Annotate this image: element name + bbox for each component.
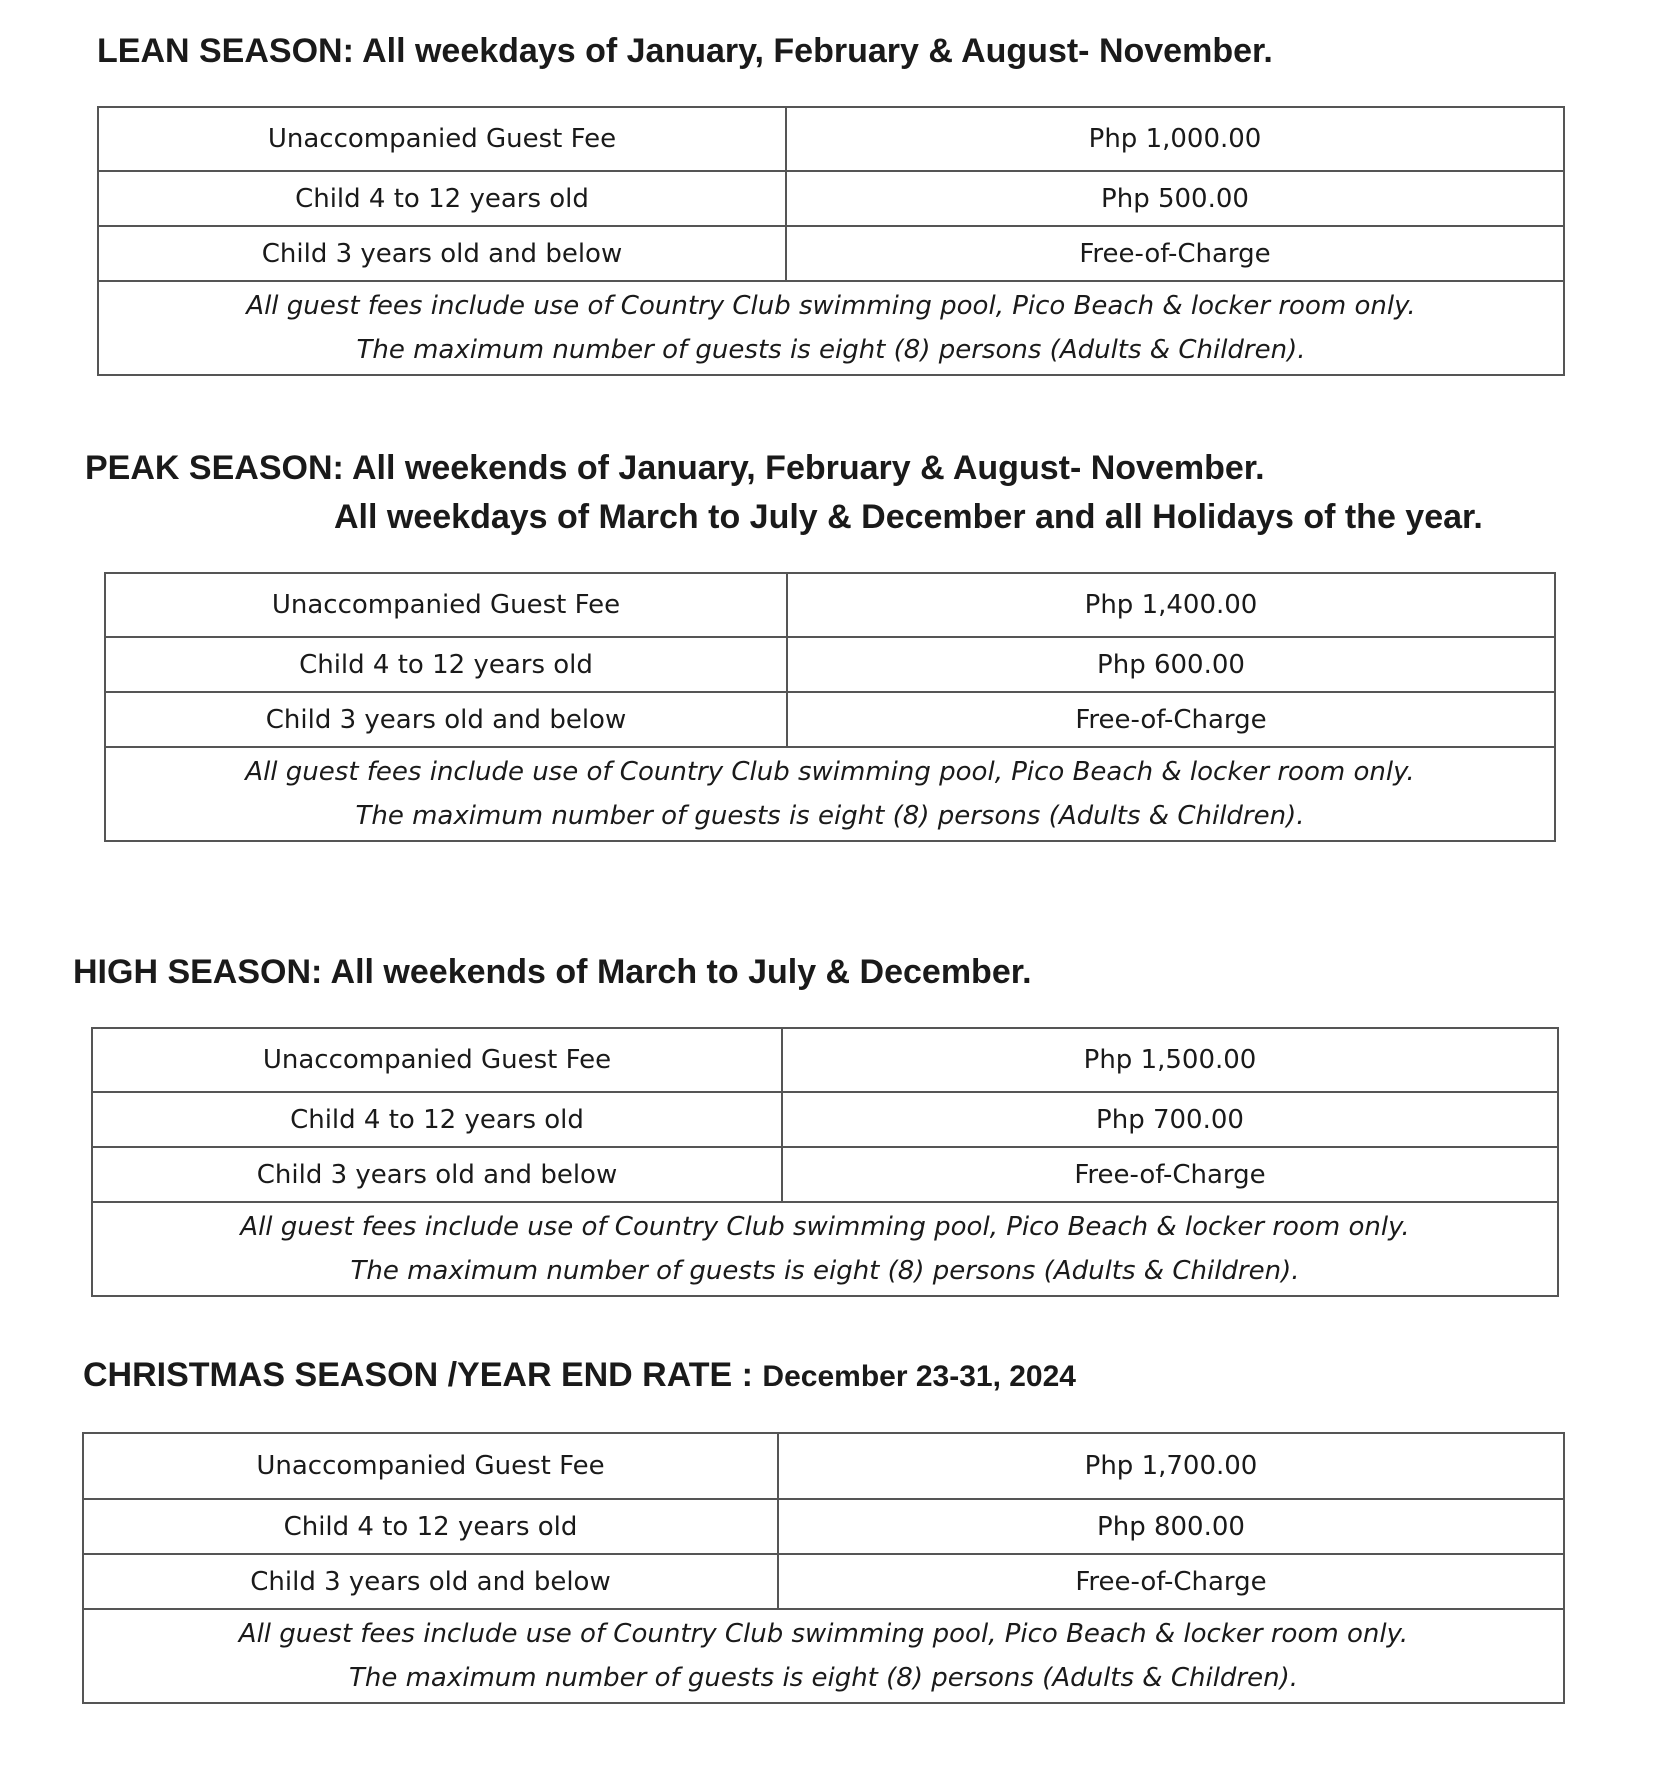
christmas-season-fee-table [82,1432,1565,1704]
table-row [105,637,1555,692]
fee-value: Free-of-Charge [787,692,1555,747]
table-row [83,1433,1564,1499]
fee-value: Php 1,700.00 [778,1433,1564,1499]
fee-value: Php 1,400.00 [787,573,1555,637]
note-line-2: The maximum number of guests is eight (8) persons (Adults & Children). [350,1256,1300,1286]
note-line-2: The maximum number of guests is eight (8) persons (Adults & Children). [348,1663,1299,1693]
lean-season-heading: LEAN SEASON: All weekdays of January, February & August- November. [97,32,1273,70]
note-line-2: The maximum number of guests is eight (8) persons (Adults & Children). [355,801,1305,831]
fee-value: Php 500.00 [786,171,1564,226]
table-row [105,747,1555,841]
peak-season-fee-table [104,572,1556,842]
note-line-1: All guest fees include use of Country Club swimming pool, Pico Beach & locker room only. [246,291,1416,321]
high-season-heading: HIGH SEASON: All weekends of March to July & December. [73,953,1032,991]
fee-value: Php 1,500.00 [782,1028,1558,1092]
fee-label: Child 4 to 12 years old [83,1499,778,1554]
fee-label: Unaccompanied Guest Fee [92,1028,782,1092]
table-row [98,281,1564,375]
fee-note [98,281,1564,375]
christmas-season-dates: December 23-31, 2024 [762,1360,1076,1393]
table-row [92,1092,1558,1147]
table-row [92,1202,1558,1296]
fee-value: Free-of-Charge [782,1147,1558,1202]
peak-season-heading: PEAK SEASON: All weekends of January, February & August- November. [85,449,1265,487]
fee-value: Php 600.00 [787,637,1555,692]
fee-label: Child 4 to 12 years old [92,1092,782,1147]
fee-value: Free-of-Charge [778,1554,1564,1609]
fee-label: Child 3 years old and below [98,226,786,281]
fee-label: Unaccompanied Guest Fee [105,573,787,637]
note-line-2: The maximum number of guests is eight (8) persons (Adults & Children). [356,335,1306,365]
fee-label: Child 3 years old and below [92,1147,782,1202]
fee-value: Php 700.00 [782,1092,1558,1147]
fee-value: Php 1,000.00 [786,107,1564,171]
high-season-fee-table [91,1027,1559,1297]
fee-note [92,1202,1558,1296]
table-row [105,573,1555,637]
table-row [98,226,1564,281]
note-line-1: All guest fees include use of Country Club swimming pool, Pico Beach & locker room only. [245,757,1415,787]
fee-label: Unaccompanied Guest Fee [98,107,786,171]
table-row [83,1499,1564,1554]
fee-label: Unaccompanied Guest Fee [83,1433,778,1499]
fee-note [83,1609,1564,1703]
christmas-season-title: CHRISTMAS SEASON /YEAR END RATE : [83,1356,763,1394]
note-line-1: All guest fees include use of Country Club swimming pool, Pico Beach & locker room only. [238,1619,1409,1649]
fee-label: Child 4 to 12 years old [98,171,786,226]
fee-value: Free-of-Charge [786,226,1564,281]
table-row [105,692,1555,747]
table-row [83,1609,1564,1703]
fee-label: Child 3 years old and below [83,1554,778,1609]
peak-season-heading-line2: All weekdays of March to July & December and all Holidays of the year. [334,498,1483,536]
table-row [83,1554,1564,1609]
fee-label: Child 4 to 12 years old [105,637,787,692]
fee-note [105,747,1555,841]
table-row [98,107,1564,171]
table-row [92,1028,1558,1092]
lean-season-fee-table [97,106,1565,376]
table-row [98,171,1564,226]
fee-label: Child 3 years old and below [105,692,787,747]
note-line-1: All guest fees include use of Country Club swimming pool, Pico Beach & locker room only. [240,1212,1410,1242]
christmas-season-heading [83,1358,1076,1392]
fee-value: Php 800.00 [778,1499,1564,1554]
table-row [92,1147,1558,1202]
